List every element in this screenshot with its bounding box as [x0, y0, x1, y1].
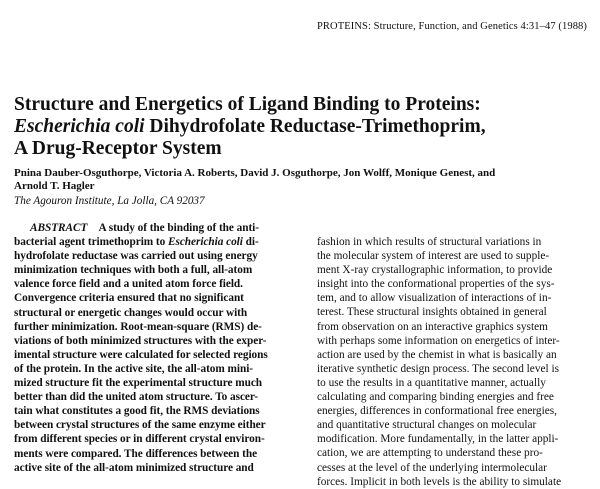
body-line: and quantitative structural changes on molecular: [317, 419, 537, 432]
article-title: [14, 94, 584, 160]
body-line: cesses at the level of the underlying intermolecular: [317, 461, 547, 474]
abstract-column: [14, 221, 302, 475]
title-line-2-rest: Dihydrofolate Reductase-Trimethoprim,: [144, 116, 486, 137]
body-line: fashion in which results of structural variations in: [317, 236, 542, 248]
running-head: PROTEINS: Structure, Function, and Genetics 4:31–47 (1988): [316, 21, 587, 32]
abstract-line-2-pre: bacterial agent trimethoprim to: [14, 236, 169, 249]
abstract-line-2-post: di-: [242, 236, 259, 249]
abstract-line: hydrofolate reductase was carried out using energy: [14, 250, 258, 263]
affiliation-institute: The Agouron Institute: [14, 195, 112, 207]
abstract-line-2: [14, 235, 302, 249]
abstract-line: valence force field and a united atom force field.: [14, 278, 243, 291]
abstract-line: structural or energetic changes would occur with: [14, 306, 248, 319]
title-line-2: [14, 116, 584, 138]
abstract-line: of the protein. In the active site, the all-atom mini-: [14, 362, 253, 375]
abstract-label: ABSTRACT: [30, 222, 88, 234]
abstract-line: tain what constitutes a good fit, the RMS deviations: [14, 405, 260, 418]
body-line: forces. Implicit in both levels is the ability to simulate: [317, 475, 562, 488]
abstract-line: better than did the united atom structure. To ascer-: [14, 391, 259, 404]
body-line: iterative synthetic design process. The second level is: [317, 362, 559, 375]
author-line-2: Arnold T. Hagler: [14, 180, 95, 192]
body-line: insight into the conformational properties of the sys-: [317, 278, 555, 291]
abstract-first-line-text: A study of the binding of the anti-: [98, 222, 259, 234]
body-line: modification. More fundamentally, in the latter appli-: [317, 433, 559, 446]
abstract-line: further minimization. Root-mean-square (RMS) de-: [14, 320, 262, 333]
abstract-first-line: [14, 221, 302, 235]
author-line-1: Pnina Dauber-Osguthorpe, Victoria A. Roberts, David J. Osguthorpe, Jon Wolff, Monique Genest, and: [14, 167, 496, 179]
abstract-species: Escherichia coli: [168, 236, 243, 249]
body-line: terest. These structural insights obtained in general: [317, 306, 547, 319]
affiliation-location: La Jolla: [117, 195, 155, 207]
abstract-line: viations of both minimized structures with the exper-: [14, 334, 267, 347]
abstract-line: ments were compared. The differences between the: [14, 447, 258, 460]
body-line: calculating and comparing binding energies and free: [317, 391, 554, 404]
affiliation: The Agouron Institute, La Jolla, CA 92037: [14, 195, 205, 207]
abstract-line: mized structure fit the experimental structure much: [14, 377, 263, 390]
author-list: [14, 167, 584, 193]
body-line: cation, we are attempting to understand these pro-: [317, 447, 543, 460]
affiliation-state-zip: CA 92037: [159, 195, 205, 207]
body-line: to use the results in a quantitative manner, actually: [317, 376, 546, 389]
abstract-line: Convergence criteria ensured that no significant: [14, 292, 244, 305]
title-line-3: A Drug-Receptor System: [14, 138, 222, 159]
body-line: from observation on an interactive graphics system: [317, 320, 548, 333]
body-line: tem, and to allow visualization of interactions of in-: [317, 292, 552, 305]
intro-column: [317, 235, 595, 489]
abstract-line: imental structure were calculated for selected regions: [14, 348, 268, 361]
title-species: Escherichia coli: [14, 116, 145, 137]
abstract-line: active site of the all-atom minimized structure and: [14, 461, 254, 474]
title-line-1: Structure and Energetics of Ligand Binding to Proteins:: [14, 94, 481, 115]
body-line: action are used by the chemist in what is basically an: [317, 348, 557, 361]
body-line: the molecular system of interest are used to supple-: [317, 250, 550, 263]
abstract-line: minimization techniques with both a full, all-atom: [14, 264, 253, 277]
body-line: energies, differences in conformational free energies,: [317, 405, 557, 418]
abstract-line: from different species or in different crystal environ-: [14, 433, 265, 446]
body-line: ment X-ray crystallographic information, to provide: [317, 264, 553, 277]
body-line: with perhaps some information on energetics of inter-: [317, 334, 560, 347]
abstract-line: between crystal structures of the same enzyme either: [14, 419, 266, 432]
